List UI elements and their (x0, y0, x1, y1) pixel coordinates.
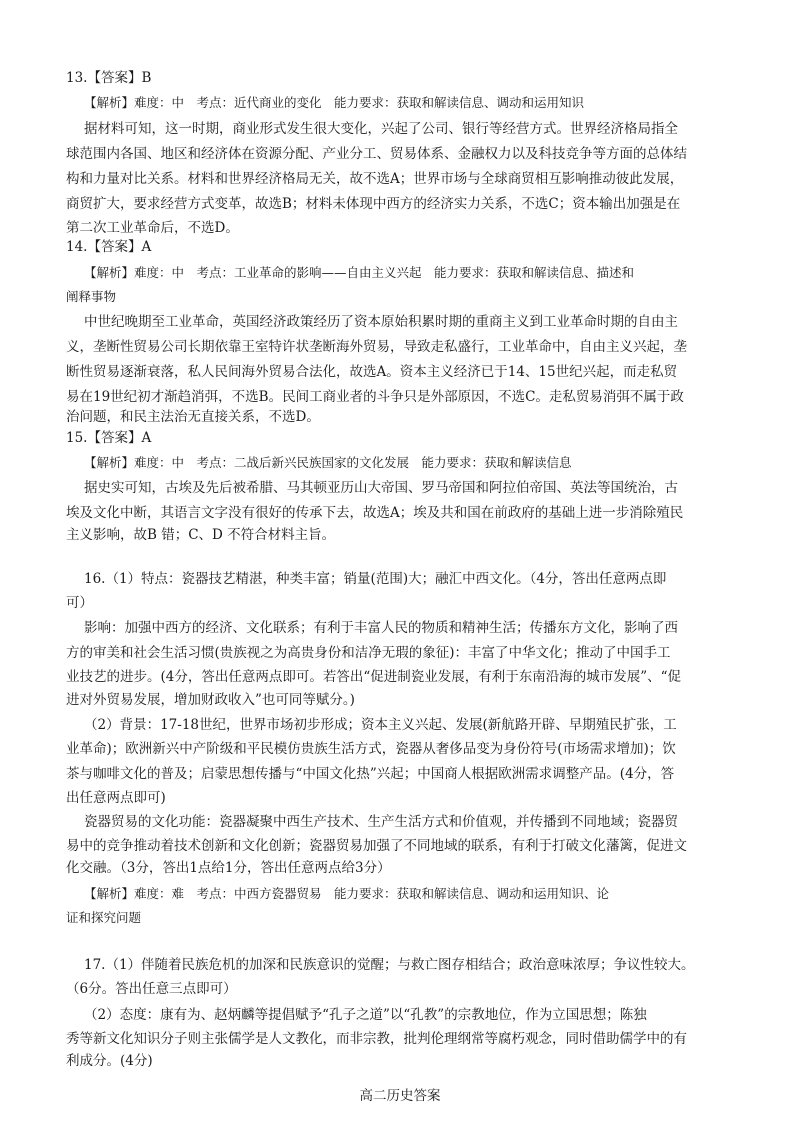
q17-line: 秀等新文化知识分子则主张儒学是人文教化，而非宗教，批判伦理纲常等腐朽观念，同时借助儒学中的有 (66, 1031, 687, 1047)
q16-analysis: 证和探究问题 (66, 910, 142, 925)
q14-body-line: 易在19世纪初才渐趋消弭，不选B。民间工商业者的斗争只是外部原因，不选C。走私贸易消弭不属于政 (66, 389, 684, 405)
q16-line: 16.（1）特点：瓷器技艺精湛，种类丰富；销量(范围)大；融汇中西文化。（4分，答出任意两点即 (84, 571, 667, 587)
q14-body-line: 义，垄断性贸易公司长期依靠王室特许状垄断海外贸易，导致走私盛行，工业革命中，自由主义兴起，垄 (66, 339, 687, 355)
q16-line: 可） (66, 595, 93, 611)
q15-body-line: 埃及文化中断，其语言文字没有很好的传承下去，故选A；埃及共和国在前政府的基础上进一步消除殖民 (66, 505, 684, 521)
q15-body-line: 据史实可知，古埃及先后被希腊、马其顿亚历山大帝国、罗马帝国和阿拉伯帝国、英法等国统治，古 (84, 480, 678, 496)
q17-line: （2）态度：康有为、赵炳麟等提倡赋予“孔子之道”以“孔教”的宗教地位，作为立国思想；陈独 (84, 1007, 647, 1023)
q13-answer: 13.【答案】B (66, 70, 152, 86)
q14-body-line: 断性贸易逐渐衰落，私人民间海外贸易合法化，故选A。资本主义经济已于14、15世纪兴起，而走私贸 (66, 364, 678, 380)
q17-line: 利成分。(4分) (66, 1053, 153, 1069)
q16-line: 化交融。（3分，答出1点给1分，答出任意两点给3分） (66, 860, 391, 876)
q13-body-line: 据材料可知，这一时期，商业形式发生很大变化，兴起了公司、银行等经营方式。世界经济格局指全 (84, 121, 678, 137)
q13-body-line: 构和力量对比关系。材料和世界经济格局无关，故不选A；世界市场与全球商贸相互影响推动彼此发展， (66, 171, 684, 187)
q16-line: 业技艺的进步。(4分，答出任意两点即可。若答出“促进制瓷业发展，有利于东南沿海的城市发展”、“促 (66, 669, 682, 685)
q13-body-line: 商贸扩大，要求经营方式变革，故选B；材料未体现中西方的经济实力关系，不选C；资本输出加强是在 (66, 196, 681, 212)
q16-line: 茶与咖啡文化的普及；启蒙思想传播与“中国文化热”兴起；中国商人根据欧洲需求调整产品。(4分，答 (66, 766, 675, 782)
q14-answer: 14.【答案】A (66, 239, 152, 255)
q16-line: （2）背景：17-18世纪，世界市场初步形成；资本主义兴起、发展(新航路开辟、早期殖民扩张，工 (84, 717, 677, 733)
q15-answer: 15.【答案】A (66, 430, 152, 446)
q17-line: 17.（1）伴随着民族危机的加深和民族意识的觉醒；与救亡图存相结合；政治意味浓厚；争议性较大。 (84, 957, 695, 973)
q15-analysis: 【解析】难度：中 考点：二战后新兴民族国家的文化发展 能力要求：获取和解读信息 (84, 455, 572, 470)
q16-analysis: 【解析】难度：难 考点：中西方瓷器贸易 能力要求：获取和解读信息、调动和运用知识、论 (84, 886, 610, 901)
page-footer: 高二历史答案 (359, 1088, 441, 1104)
q14-analysis: 阐释事物 (66, 289, 117, 304)
q16-line: 业革命)；欧洲新兴中产阶级和平民模仿贵族生活方式，瓷器从奢侈品变为身份符号(市场需求增加)；饮 (66, 741, 676, 757)
q16-line: 进对外贸易发展，增加财政收入”也可同等赋分。) (66, 692, 355, 708)
q16-line: 影响：加强中西方的经济、文化联系；有利于丰富人民的物质和精神生活；传播东方文化，影响了西 (84, 620, 678, 636)
q13-body-line: 球范围内各国、地区和经济体在资源分配、产业分工、贸易体系、金融权力以及科技竞争等方面的总体结 (66, 146, 687, 162)
q14-body-line: 中世纪晚期至工业革命，英国经济政策经历了资本原始积累时期的重商主义到工业革命时期的自由主 (84, 314, 678, 330)
q15-body-line: 主义影响，故B 错；C、D 不符合材料主旨。 (66, 527, 336, 543)
q13-body-line: 第二次工业革命后，不选D。 (66, 220, 239, 236)
q16-line: 方的审美和社会生活习惯(贵族视之为高贵身份和洁净无瑕的象征)：丰富了中华文化；推动了中国手工 (66, 645, 671, 661)
q13-analysis: 【解析】难度：中 考点：近代商业的变化 能力要求：获取和解读信息、调动和运用知识 (84, 95, 585, 110)
q16-line: 瓷器贸易的文化功能：瓷器凝聚中西生产技术、生产生活方式和价值观，并传播到不同地域；瓷器贸 (84, 814, 678, 830)
q17-line: （6分。答出任意三点即可） (66, 981, 237, 997)
q16-line: 出任意两点即可) (66, 790, 166, 806)
q14-body-line: 治问题，和民主法治无直接关系，不选D。 (66, 409, 320, 425)
q16-line: 易中的竞争推动着技术创新和文化创新；瓷器贸易加强了不同地域的联系，有利于打破文化藩篱，促进文 (66, 838, 687, 854)
q14-analysis: 【解析】难度：中 考点：工业革命的影响——自由主义兴起 能力要求：获取和解读信息、描述和 (84, 265, 635, 280)
